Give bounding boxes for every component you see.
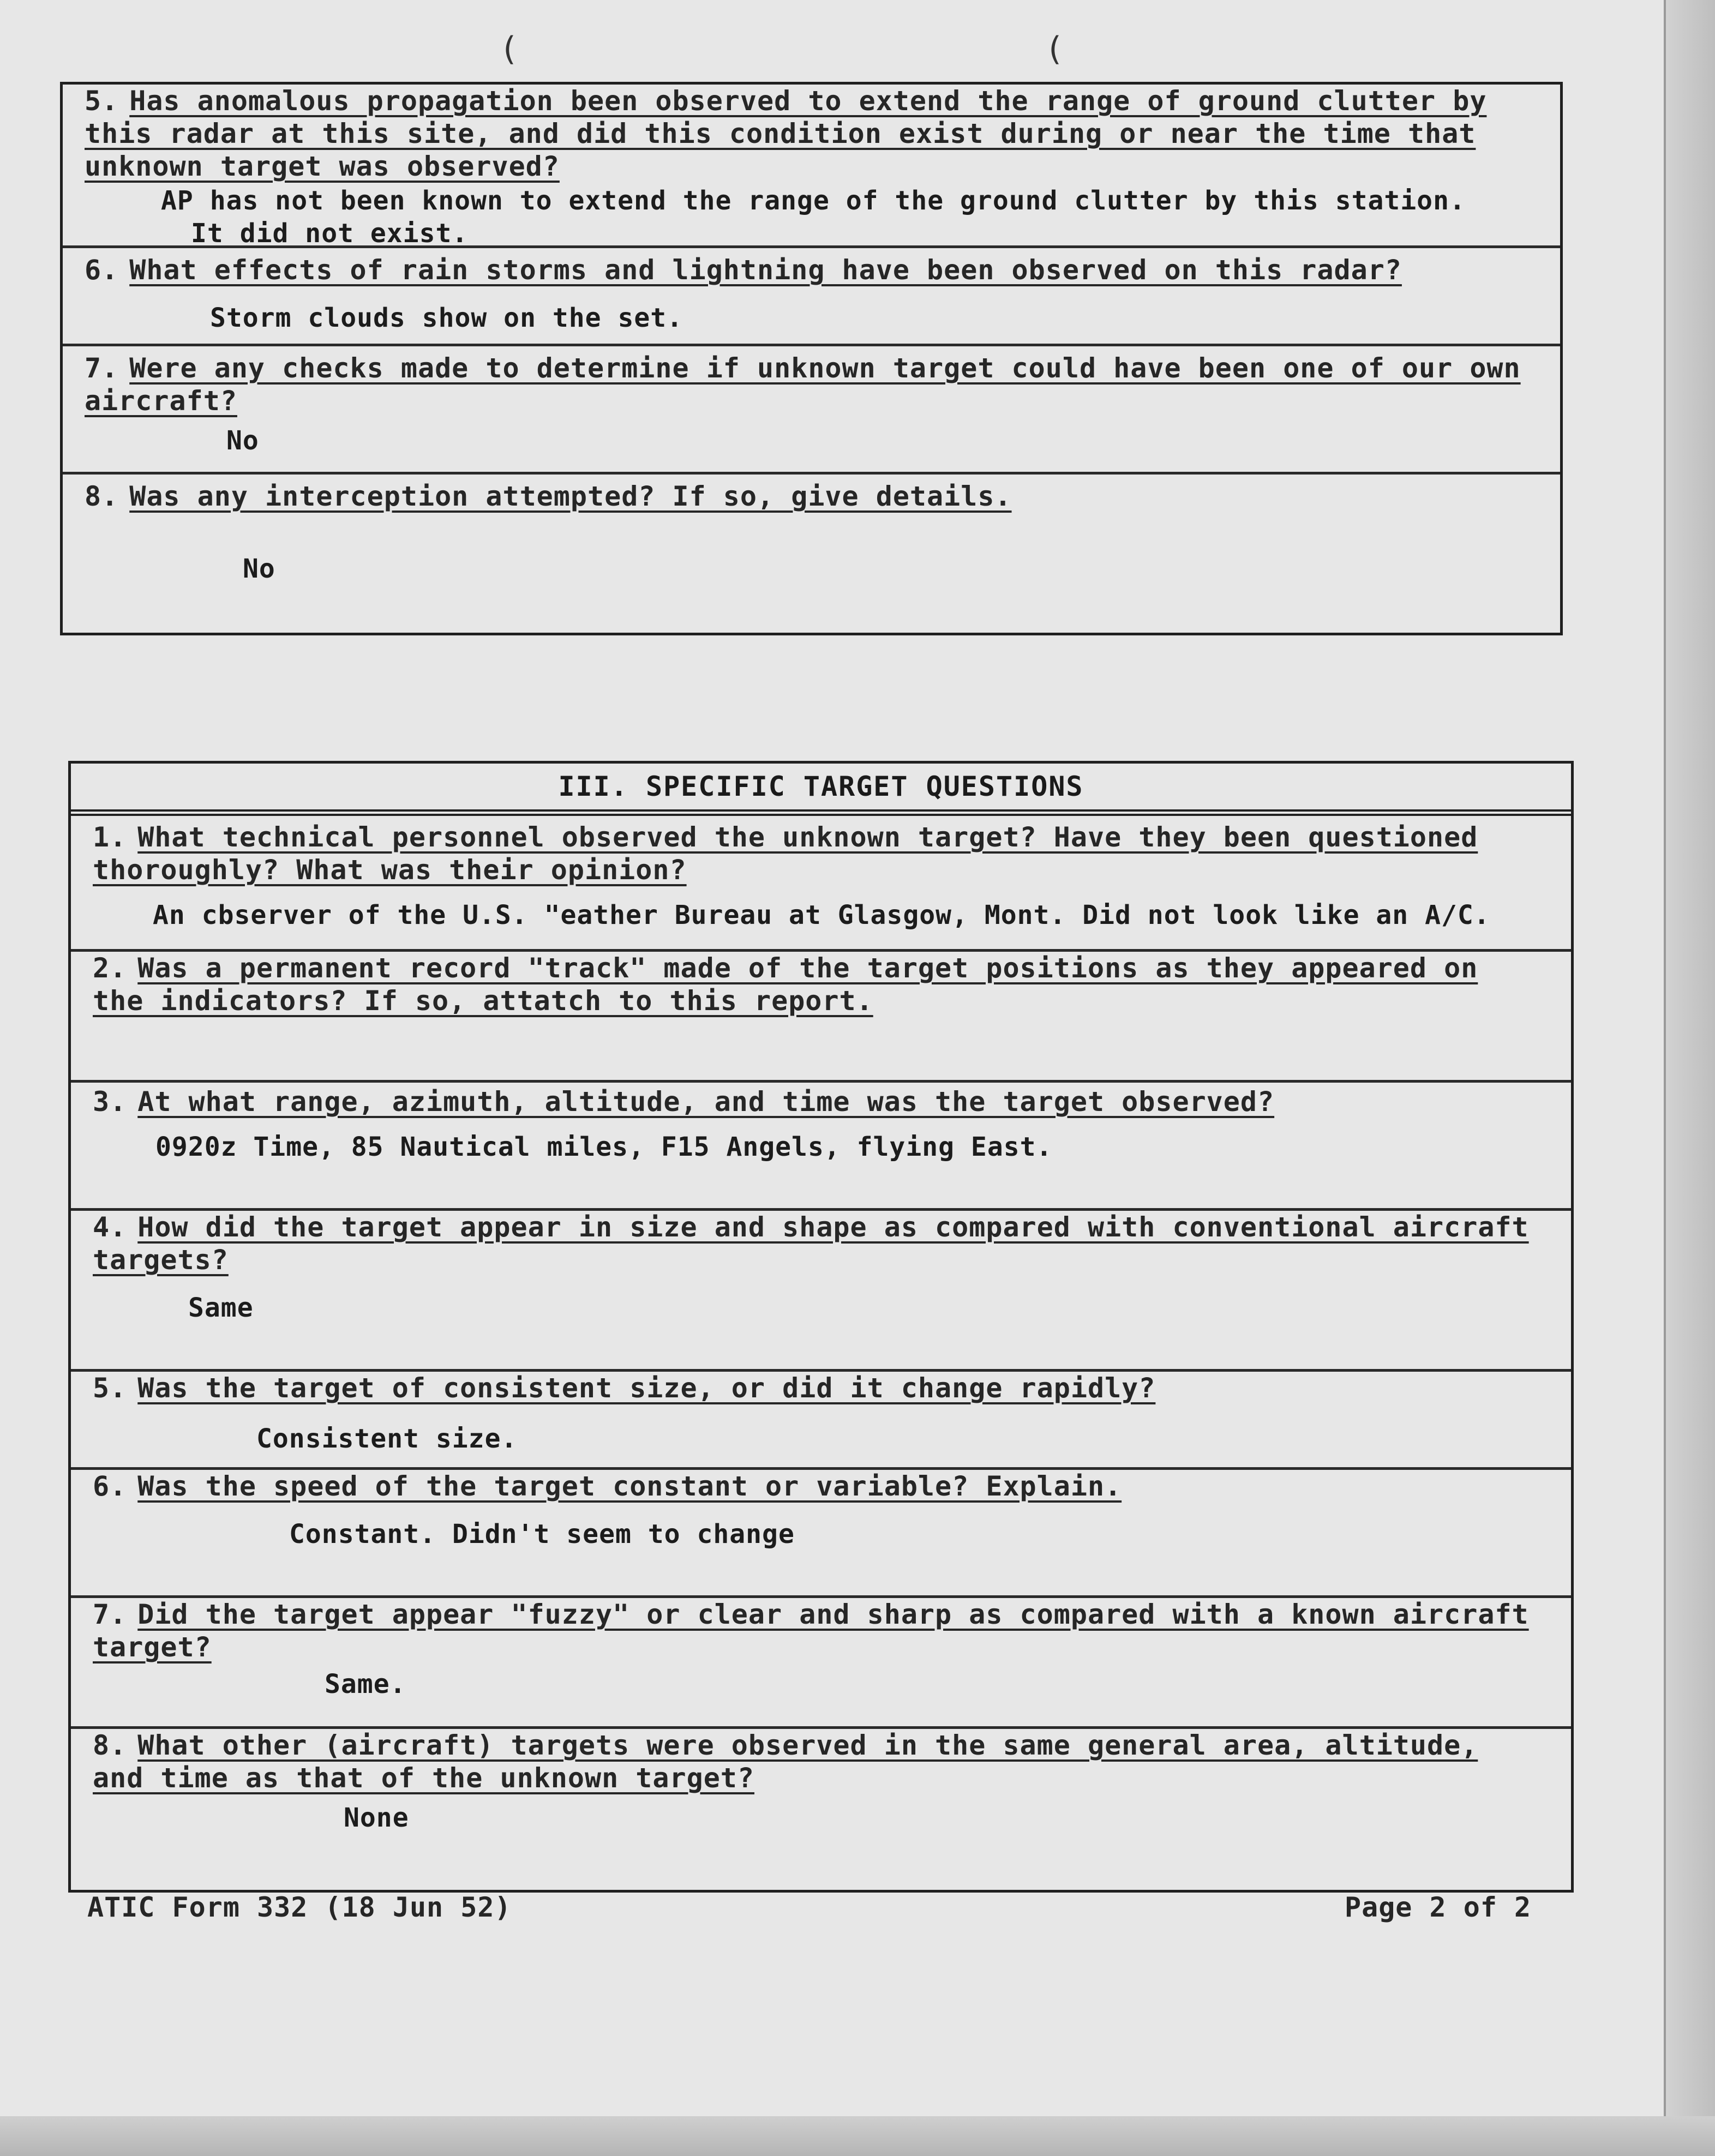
form-identifier: ATIC Form 332 (18 Jun 52) — [87, 1891, 512, 1923]
question-text: 7. Did the target appear "fuzzy" or clear and sharp as compared with a known aircraft target? — [93, 1599, 1529, 1663]
scan-edge-right — [1664, 0, 1715, 2156]
answer-text: Same — [188, 1293, 254, 1323]
question-text: 8. Was any interception attempted? If so, give details. — [85, 481, 1012, 512]
question-row — [71, 1211, 1571, 1372]
question-text: 2. Was a permanent record "track" made of the target positions as they appeared on the indicators? If so, attatch to this report. — [93, 952, 1478, 1017]
answer-text: 0920z Time, 85 Nautical miles, F15 Angels, flying East. — [155, 1132, 1053, 1162]
question-text: 8. What other (aircraft) targets were observed in the same general area, altitude, and time as that of the unknown target? — [93, 1729, 1478, 1794]
section-2-continued-box — [60, 82, 1563, 635]
question-text: 7. Were any checks made to determine if unknown target could have been one of our own aircraft? — [85, 352, 1521, 417]
question-text: 5. Was the target of consistent size, or did it change rapidly? — [93, 1372, 1156, 1404]
question-text: 1. What technical personnel observed the unknown target? Have they been questioned thoroughly? What was their opinion? — [93, 821, 1478, 886]
punch-mark-left: ( — [499, 30, 519, 68]
question-text: 3. At what range, azimuth, altitude, and time was the target observed? — [93, 1086, 1275, 1118]
question-row — [63, 85, 1560, 248]
section-3-box — [68, 761, 1574, 1893]
answer-text: No — [226, 425, 259, 456]
answer-text: AP has not been known to extend the range of the ground clutter by this station. — [161, 185, 1466, 216]
question-row — [71, 1083, 1571, 1211]
answer-text: None — [344, 1803, 409, 1833]
question-row — [63, 248, 1560, 346]
answer-text: No — [243, 554, 275, 584]
question-row — [71, 1598, 1571, 1729]
page-number: Page 2 of 2 — [1345, 1891, 1532, 1923]
question-row — [71, 1729, 1571, 1893]
question-row — [63, 475, 1560, 635]
answer-text: Consistent size. — [256, 1424, 518, 1454]
question-text: 4. How did the target appear in size and shape as compared with conventional aircraft targets? — [93, 1211, 1529, 1276]
question-row — [71, 952, 1571, 1083]
answer-text: It did not exist. — [191, 218, 469, 249]
answer-text: An cbserver of the U.S. "eather Bureau at Glasgow, Mont. Did not look like an A/C. — [153, 900, 1490, 930]
question-row — [71, 1372, 1571, 1470]
section-title: III. SPECIFIC TARGET QUESTIONS — [71, 764, 1571, 816]
question-text: 6. What effects of rain storms and lightning have been observed on this radar? — [85, 254, 1402, 286]
punch-mark-right: ( — [1045, 30, 1065, 68]
scan-edge-bottom — [0, 2116, 1715, 2156]
question-row — [71, 1470, 1571, 1598]
answer-text: Constant. Didn't seem to change — [289, 1519, 795, 1550]
answer-text: Same. — [325, 1669, 406, 1699]
question-row — [71, 821, 1571, 952]
question-text: 5. Has anomalous propagation been observed to extend the range of ground clutter by this radar at this site, and did this condition exist during or near the time that unknown target was observed? — [85, 85, 1487, 182]
answer-text: Storm clouds show on the set. — [210, 303, 683, 333]
question-row — [63, 346, 1560, 475]
question-text: 6. Was the speed of the target constant or variable? Explain. — [93, 1470, 1122, 1502]
